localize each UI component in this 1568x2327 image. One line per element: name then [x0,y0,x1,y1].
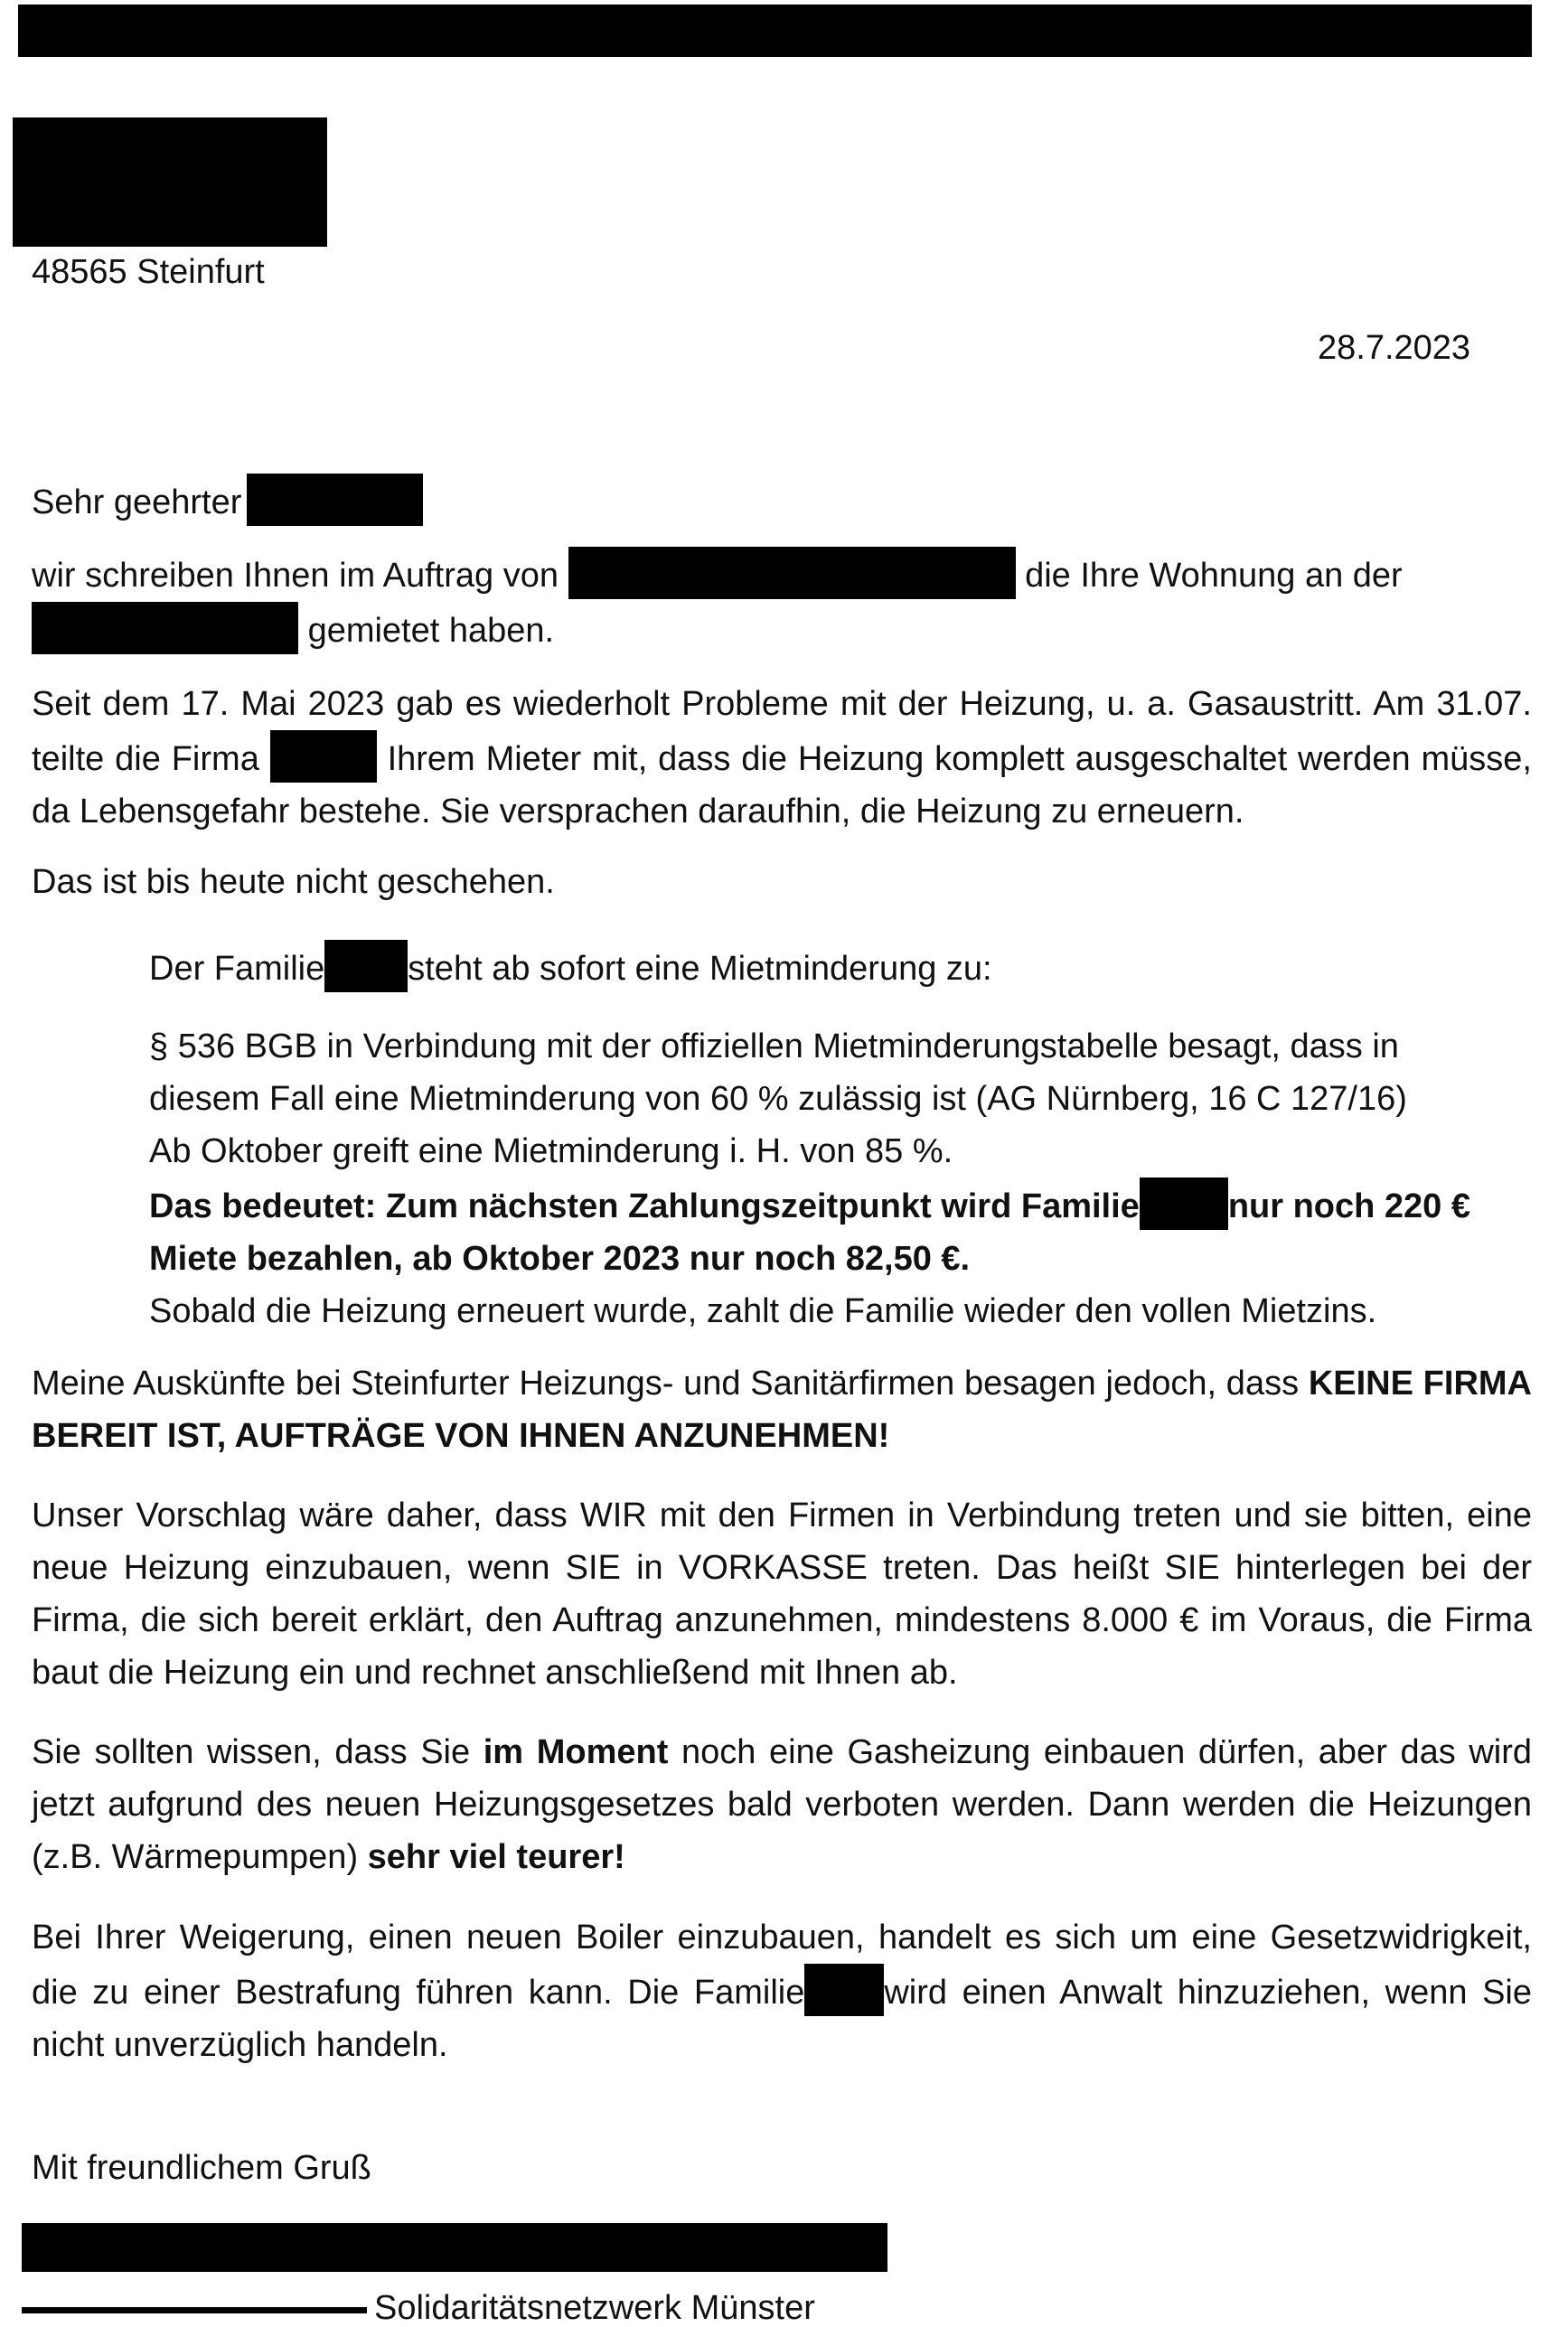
redacted-recipient-name [247,474,423,526]
redacted-company-name [270,730,377,783]
reduction-bold1-part1: Das bedeutet: Zum nächsten Zahlungszeitpunkt wird Familie [149,1187,1140,1225]
inquiry-bold: KEINE FIRMA BEREIT IST, AUFTRÄGE VON IHNEN ANZUNEHMEN! [32,1365,1532,1455]
salutation [32,474,423,529]
refusal-part1: Bei Ihrer Weigerung, einen neuen Boiler einzubauen, handelt es sich um eine Gesetzwidrigkeit, die zu einer Bestrafung führen kann. Die Familie [32,1919,1532,2012]
reduction-block [149,940,1487,1337]
redacted-sender-name [13,117,327,247]
signature-org-text: Solidaritätsnetzwerk Münster [374,2289,815,2327]
reduction-line2: diesem Fall eine Mietminderung von 60 % zulässig ist (AG Nürnberg, 16 C 127/16) [149,1080,1407,1118]
reduction-heading-part2: steht ab sofort eine Mietminderung zu: [408,950,992,988]
reduction-heading [149,940,1487,995]
warning-bold1: im Moment [483,1733,669,1771]
address-city-line: 48565 Steinfurt [32,253,265,291]
redacted-street [32,602,298,654]
problem-part2: Ihrem Mieter mit, dass die Heizung komplett ausgeschaltet werden müsse, da Lebensgefahr bestehe. Sie versprachen daraufhin, die Heizung zu erneuern. [32,740,1532,830]
proposal-paragraph: Unser Vorschlag wäre daher, dass WIR mit den Firmen in Verbindung treten und sie bitten, eine neue Heizung einzubauen, wenn SIE in VORKASSE treten. Das heißt SIE hinterlegen bei der Firma, die sich bereit erklärt, den Auftrag anzunehmen, mindestens 8.000 € im Voraus, die Firma baut die Heizung ein und rechnet anschließend mit Ihnen ab. [32,1497,1532,1692]
reduction-heading-part1: Der Familie [149,950,325,988]
intro-part1: wir schreiben Ihnen im Auftrag von [32,557,559,595]
redacted-family-name-2 [1140,1178,1228,1230]
signature-organization [22,2289,815,2327]
reduction-bold1-part2: nur noch 220 € [1227,1187,1471,1225]
redacted-family-name-3 [804,1964,884,2016]
warning-part2: noch eine Gasheizung einbauen dürfen, aber das wird jetzt aufgrund des neuen Heizungsgesetzes bald verboten werden. Dann werden die Heizungen (z.B. Wärmepumpen) [32,1733,1533,1876]
refusal-part2: wird einen Anwalt hinzuziehen, wenn Sie nicht unverzüglich handeln. [32,1974,1532,2064]
reduction-line1: § 536 BGB in Verbindung mit der offiziellen Mietminderungstabelle besagt, dass in [149,1027,1399,1065]
problem-paragraph [32,678,1532,838]
reduction-line4: Sobald die Heizung erneuert wurde, zahlt die Familie wieder den vollen Mietzins. [149,1292,1377,1330]
reduction-bold-line1 [149,1178,1487,1233]
warning-bold2: sehr viel teurer! [367,1838,625,1876]
problem-part1: Seit dem 17. Mai 2023 gab es wiederholt Probleme mit der Heizung, u. a. Gasaustritt. Am 31.07. teilte die Firma [32,685,1532,778]
inquiry-paragraph [32,1357,1532,1462]
intro-part2: die Ihre Wohnung an der [1025,557,1403,595]
not-done-line: Das ist bis heute nicht geschehen. [32,863,555,901]
salutation-text: Sehr geehrter [32,483,242,521]
redacted-family-name [324,940,408,992]
redacted-client-names [568,547,1016,599]
reduction-bold-line2: Miete bezahlen, ab Oktober 2023 nur noch 82,50 €. [149,1240,971,1278]
intro-paragraph [32,547,1532,657]
warning-part1: Sie sollten wissen, dass Sie [32,1733,471,1771]
redacted-header-bar [18,5,1532,57]
closing-line: Mit freundlichem Gruß [32,2149,371,2187]
reduction-line3: Ab Oktober greift eine Mietminderung i. H. von 85 %. [149,1132,953,1170]
letter-date: 28.7.2023 [1318,329,1471,367]
redacted-signature-name [22,2223,887,2272]
inquiry-normal: Meine Auskünfte bei Steinfurter Heizungs- und Sanitärfirmen besagen jedoch, dass [32,1365,1300,1403]
refusal-paragraph [32,1911,1532,2071]
intro-part3: gemietet haben. [307,612,555,650]
warning-paragraph [32,1726,1532,1883]
